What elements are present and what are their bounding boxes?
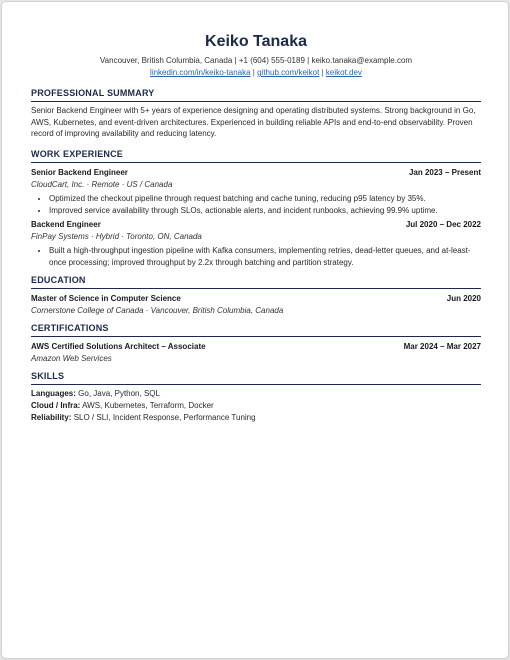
graduation-date: Jun 2020	[446, 293, 481, 303]
certification-issuer: Amazon Web Services	[31, 353, 112, 363]
skills-list	[31, 388, 481, 424]
skill-label: Languages:	[31, 388, 76, 398]
section-title-skills: SKILLS	[31, 371, 481, 385]
certification-dates: Mar 2024 – Mar 2027	[403, 341, 481, 351]
skill-label: Reliability:	[31, 412, 72, 422]
separator: |	[321, 68, 324, 77]
separator: |	[234, 56, 237, 65]
job-entry	[31, 167, 481, 217]
section-title-education: EDUCATION	[31, 275, 481, 289]
skill-line	[31, 400, 481, 412]
skill-value: AWS, Kubernetes, Terraform, Docker	[82, 400, 214, 410]
job-bullet: • Improved service availability through SLOs, actionable alerts, and incident runbooks, achieving 99.9% uptime.	[49, 205, 481, 217]
degree: Master of Science in Computer Science	[31, 293, 181, 303]
email: keiko.tanaka@example.com	[311, 56, 413, 65]
school: Cornerstone College of Canada · Vancouver, British Columbia, Canada	[31, 305, 284, 315]
job-bullet: • Optimized the checkout pipeline through request batching and cache tuning, reducing p95 latency by 35%.	[49, 193, 481, 205]
contact-line	[31, 55, 481, 67]
certification-header	[31, 341, 481, 353]
website-link[interactable]: keikot.dev	[325, 68, 362, 77]
job-bullet: • Built a high-throughput ingestion pipeline with Kafka consumers, implementing retries, dead-letter queues, and at-least-once processing; improved throughput by 2.2x through batching and partition strategy.	[49, 245, 481, 269]
section-title-certifications: CERTIFICATIONS	[31, 323, 481, 337]
section-title-experience: WORK EXPERIENCE	[31, 149, 481, 163]
candidate-name: Keiko Tanaka	[205, 33, 307, 50]
location: Vancouver, British Columbia, Canada	[99, 56, 233, 65]
education-header	[31, 293, 481, 305]
job-company: FinPay Systems · Hybrid · Toronto, ON, Canada	[31, 231, 202, 241]
job-header	[31, 167, 481, 179]
job-header	[31, 219, 481, 231]
section-title-summary: PROFESSIONAL SUMMARY	[31, 88, 481, 102]
education-entry	[31, 293, 481, 317]
job-dates: Jan 2023 – Present	[408, 167, 481, 177]
skill-value: SLO / SLI, Incident Response, Performance Tuning	[73, 412, 256, 422]
skill-value: Go, Java, Python, SQL	[78, 388, 160, 398]
skill-label: Cloud / Infra:	[31, 400, 81, 410]
resume-content	[31, 33, 481, 424]
resume-page	[2, 2, 508, 658]
profile-links	[31, 67, 481, 79]
job-entry	[31, 219, 481, 269]
job-role: Senior Backend Engineer	[31, 167, 128, 177]
phone: +1 (604) 555-0189	[238, 56, 305, 65]
job-role: Backend Engineer	[31, 219, 101, 229]
linkedin-link[interactable]: linkedin.com/in/keiko-tanaka	[150, 68, 251, 77]
job-bullets	[31, 245, 481, 269]
skill-line	[31, 412, 481, 424]
job-company: CloudCart, Inc. · Remote · US / Canada	[31, 179, 173, 189]
job-dates: Jul 2020 – Dec 2022	[405, 219, 481, 229]
github-link[interactable]: github.com/keikot	[257, 68, 320, 77]
summary-text: Senior Backend Engineer with 5+ years of experience designing and operating distributed systems. Strong background in Go, AWS, Kubernetes, and event-driven architectures. Experienced in building reliable APIs and end-to-end observability. Proven record of improving availability and reducing latency.	[31, 106, 476, 138]
separator: |	[307, 56, 310, 65]
certification-entry	[31, 341, 481, 365]
certification-name: AWS Certified Solutions Architect – Associate	[31, 341, 206, 351]
separator: |	[252, 68, 255, 77]
skill-line	[31, 388, 481, 400]
job-bullets	[31, 193, 481, 217]
